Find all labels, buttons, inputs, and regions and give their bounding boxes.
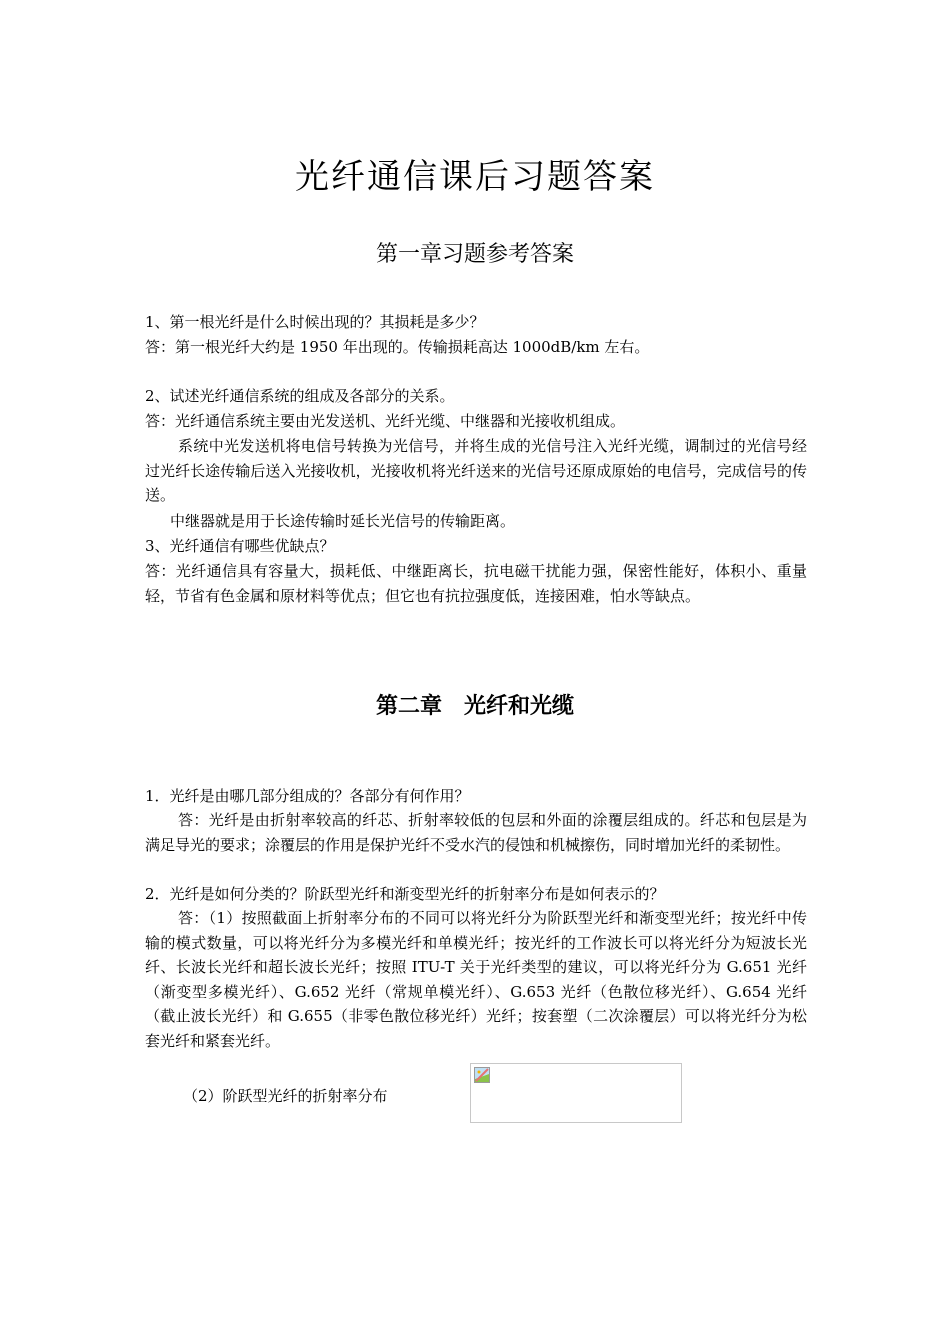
document-title: 光纤通信课后习题答案 [295,157,655,197]
chapter1-answer-2-repeater: 中继器就是用于长途传输时延长光信号的传输距离。 [170,512,516,530]
missing-figure-frame [470,1063,682,1123]
figure-caption: （2）阶跃型光纤的折射率分布 [183,1087,388,1105]
chapter2-answer-1: 答：光纤是由折射率较高的纤芯、折射率较低的包层和外面的涂覆层组成的。纤芯和包层是为满足导光的要求；涂覆层的作用是保护光纤不受水汽的侵蚀和机械擦伤，同时增加光纤的柔韧性。 [145,811,807,854]
chapter1-question-3: 3、光纤通信有哪些优缺点？ [145,537,335,555]
figure-row [145,1063,807,1125]
chapter1-question-1: 1、第一根光纤是什么时候出现的？其损耗是多少？ [145,313,485,331]
chapter1-question-2: 2、试述光纤通信系统的组成及各部分的关系。 [145,387,455,405]
chapter2-question-2: 2．光纤是如何分类的？阶跃型光纤和渐变型光纤的折射率分布是如何表示的？ [145,885,665,903]
chapter1-answer-1: 答：第一根光纤大约是 1950 年出现的。传输损耗高达 1000dB/km 左右。 [145,338,650,356]
chapter1-answer-3: 答：光纤通信具有容量大，损耗低、中继距离长，抗电磁干扰能力强，保密性能好，体积小、重量轻，节省有色金属和原材料等优点；但它也有抗拉强度低，连接困难，怕水等缺点。 [145,562,807,605]
chapter2-answer-2: 答：（1）按照截面上折射率分布的不同可以将光纤分为阶跃型光纤和渐变型光纤；按光纤中传输的模式数量，可以将光纤分为多模光纤和单模光纤；按光纤的工作波长可以将光纤分为短波长光纤、长波长光纤和超长波长光纤；按照 ITU-T 关于光纤类型的建议，可以将光纤分为 G.651 光纤（渐变型多模光纤）、G.652 光纤（常规单模光纤）、G.653 光纤（色散位移光纤）、G.654 光纤（截止波长光纤）和 G.655（非零色散位移光纤）光纤；按套塑（二次涂覆层）可以将光纤分为松套光纤和紧套光纤。 [145,909,807,1050]
chapter1-title: 第一章习题参考答案 [375,242,574,267]
chapter2-question-1: 1．光纤是由哪几部分组成的？各部分有何作用？ [145,787,470,805]
chapter1-answer-2-intro: 答：光纤通信系统主要由光发送机、光纤光缆、中继器和光接收机组成。 [145,412,626,430]
chapter1-answer-2-body: 系统中光发送机将电信号转换为光信号，并将生成的光信号注入光纤光缆，调制过的光信号经过光纤长途传输后送入光接收机，光接收机将光纤送来的光信号还原成原始的电信号，完成信号的传送。 [145,437,807,504]
chapter2-title: 第二章 光纤和光缆 [375,694,574,719]
broken-image-icon [474,1067,490,1083]
